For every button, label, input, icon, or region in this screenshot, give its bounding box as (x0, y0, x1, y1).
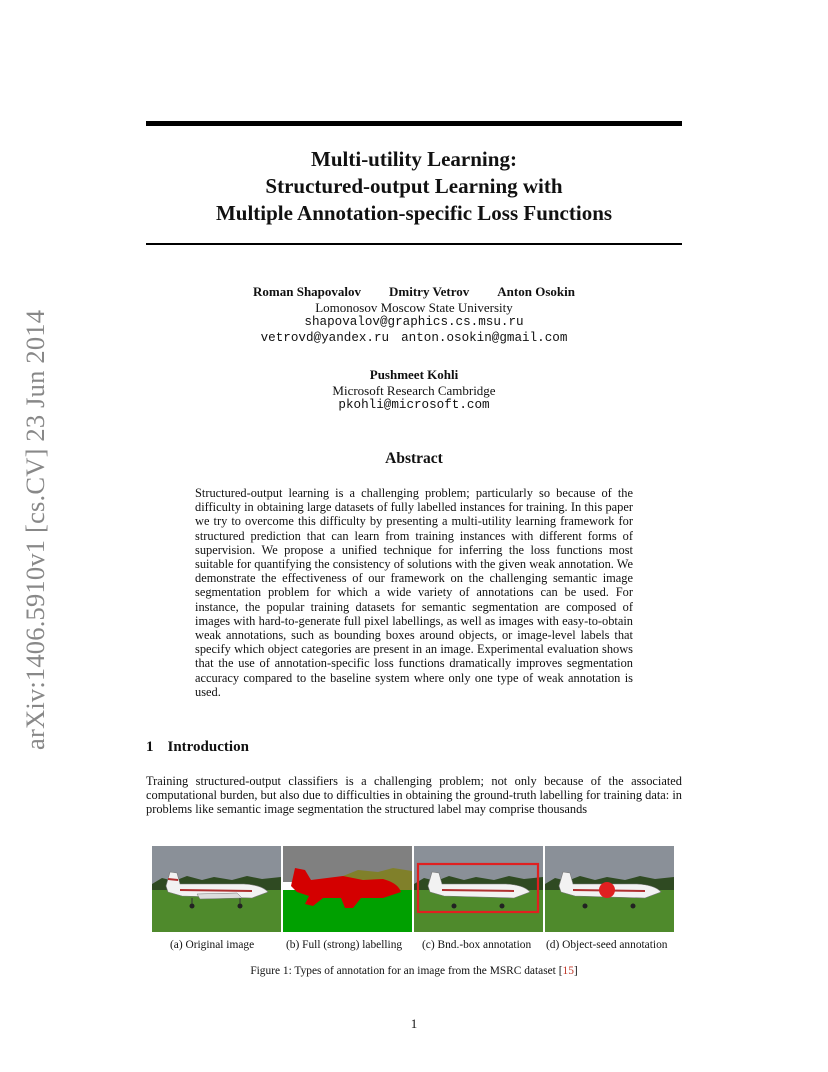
subcaption-c: (c) Bnd.-box annotation (422, 939, 532, 951)
author-name: Dmitry Vetrov (389, 284, 470, 299)
title-rule-top (146, 121, 682, 126)
figure-panel-full-labelling (283, 846, 412, 932)
citation-link[interactable]: 15 (562, 965, 574, 977)
section-heading (146, 739, 249, 756)
author-email: anton.osokin@gmail.com (401, 330, 568, 345)
author-names (146, 284, 682, 300)
page-number: 1 (410, 1016, 418, 1031)
author-name: Roman Shapovalov (253, 284, 362, 299)
author-email: shapovalov@graphics.cs.msu.ru (304, 315, 524, 329)
section-title: Introduction (167, 739, 249, 755)
author-name: Pushmeet Kohli (369, 367, 459, 382)
title-line: Multiple Annotation-specific Loss Functions (215, 201, 613, 225)
subcaption-d: (d) Object-seed annotation (546, 939, 668, 951)
title-rule-bottom (146, 243, 682, 245)
title-line: Multi-utility Learning: (311, 147, 517, 171)
abstract-text: Structured-output learning is a challenging problem; particularly so because of the difficulty in obtaining large datasets of fully labelled instances for training. In this paper we try to overcome this difficulty by presenting a multi-utility learning framework for structured prediction that can learn from training instances with different forms of supervision. We propose a unified technique for inferring the loss functions most suitable for quantifying the consistency of solutions with the given weak annotation. We demonstrate the effectiveness of our framework on the challenging semantic image segmentation problem for which a wide variety of annotations can be used. For instance, the popular training datasets for semantic segmentation are composed of images with hard-to-generate full pixel labellings, as well as images with easy-to-obtain weak annotations, such as bounding boxes around objects, or image-level labels that specify which object categories are present in an image. Experimental evaluation shows that the use of annotation-specific loss functions dramatically improves segmentation accuracy compared to the baseline system where only one type of weak annotation is used. (195, 486, 633, 699)
intro-text: Training structured-output classifiers is a challenging problem; not only because of the associated computational burden, but also due to difficulties in obtaining the ground-truth labelling for training data: in problems like semantic image segmentation the structured label may comprise thousands (146, 774, 682, 817)
figure-panel-bbox (414, 846, 543, 932)
author-email: pkohli@microsoft.com (338, 398, 490, 412)
title-line: Structured-output Learning with (265, 174, 563, 198)
object-seed (599, 882, 615, 898)
caption-text: ] (573, 965, 578, 977)
author-block-2 (146, 367, 682, 414)
paper-title (146, 146, 682, 227)
subcaption-b: (b) Full (strong) labelling (286, 939, 403, 951)
author-name: Anton Osokin (497, 284, 575, 299)
figure-panel-seed (545, 846, 674, 932)
figure-panel-original (152, 846, 281, 932)
subcaption-a: (a) Original image (170, 939, 255, 951)
author-email: vetrovd@yandex.ru (260, 330, 390, 345)
arxiv-stamp: arXiv:1406.5910v1 [cs.CV] 23 Jun 2014 (20, 309, 50, 750)
author-affiliation: Microsoft Research Cambridge (332, 382, 496, 398)
author-block (146, 284, 682, 346)
author-emails-row (146, 331, 682, 347)
author-affiliation: Lomonosov Moscow State University (315, 299, 513, 315)
figure-caption (146, 965, 682, 977)
section-number: 1 (146, 739, 154, 755)
caption-text: Figure 1: Types of annotation for an image from the MSRC dataset [ (250, 965, 563, 977)
abstract-heading: Abstract (385, 450, 443, 467)
